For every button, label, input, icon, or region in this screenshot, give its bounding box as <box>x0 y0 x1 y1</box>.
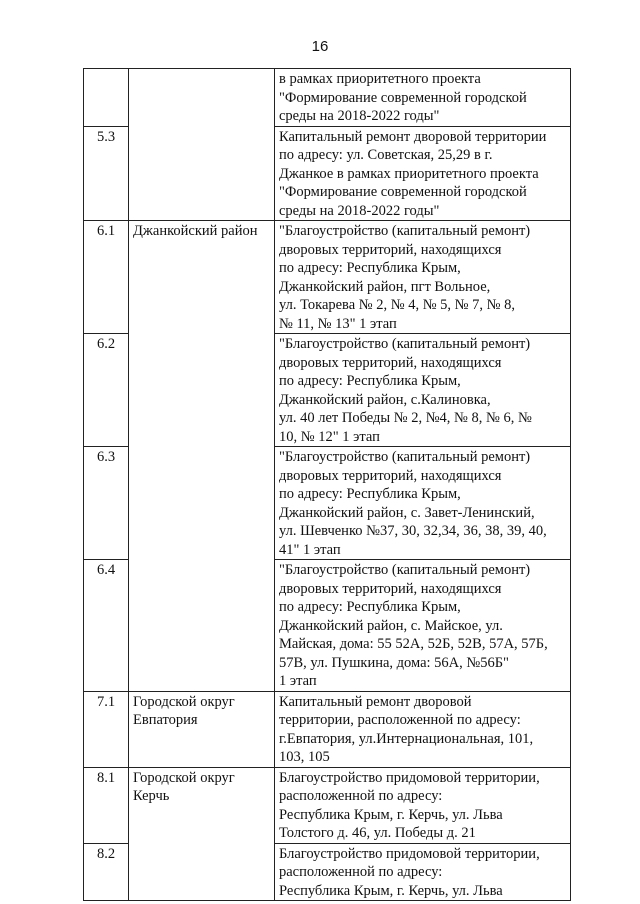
table-row <box>84 221 571 334</box>
row-number: 6.2 <box>84 334 129 447</box>
row-description: "Благоустройство (капитальный ремонт) дворовых территорий, находящихся по адресу: Республика Крым, Джанкойский район, пгт Вольное, ул. Токарева № 2, № 4, № 5, № 7, № 8, № 11, № 13" 1 этап <box>275 221 571 334</box>
municipality-cell: Городской округ Евпатория <box>129 691 275 767</box>
page-number: 16 <box>311 38 329 55</box>
row-description: Капитальный ремонт дворовой территории, расположенной по адресу: г.Евпатория, ул.Интернациональная, 101, 103, 105 <box>275 691 571 767</box>
row-number: 6.1 <box>84 221 129 334</box>
row-description: "Благоустройство (капитальный ремонт) дворовых территорий, находящихся по адресу: Республика Крым, Джанкойский район, с. Майское, ул. Майская, дома: 55 52А, 52Б, 52В, 57А, 57Б, 57В, ул. Пушкина, дома: 56А, №56Б" 1 этап <box>275 560 571 692</box>
municipality-cell: Городской округ Керчь <box>129 767 275 901</box>
row-number: 8.1 <box>84 767 129 843</box>
row-description: "Благоустройство (капитальный ремонт) дворовых территорий, находящихся по адресу: Республика Крым, Джанкойский район, с.Калиновка, ул. 40 лет Победы № 2, №4, № 8, № 6, № 10, № 12" 1 этап <box>275 334 571 447</box>
objects-table <box>83 68 571 901</box>
row-description: Благоустройство придомовой территории, расположенной по адресу: Республика Крым, г. Керчь, ул. Льва Толстого д. 46, ул. Победы д. 21 <box>275 767 571 843</box>
row-description: Капитальный ремонт дворовой территории по адресу: ул. Советская, 25,29 в г. Джанкое в рамках приоритетного проекта "Формирование современной городской среды на 2018-2022 годы" <box>275 126 571 221</box>
table-row <box>84 691 571 767</box>
row-description: в рамках приоритетного проекта "Формирование современной городской среды на 2018-2022 годы" <box>275 69 571 127</box>
municipality-cell: Джанкойский район <box>129 221 275 692</box>
row-description: Благоустройство придомовой территории, расположенной по адресу: Республика Крым, г. Керчь, ул. Льва <box>275 843 571 901</box>
row-number: 5.3 <box>84 126 129 221</box>
row-number: 6.4 <box>84 560 129 692</box>
row-number: 6.3 <box>84 447 129 560</box>
row-description: "Благоустройство (капитальный ремонт) дворовых территорий, находящихся по адресу: Республика Крым, Джанкойский район, с. Завет-Ленинский, ул. Шевченко №37, 30, 32,34, 36, 38, 39, 40, 41" 1 этап <box>275 447 571 560</box>
table-row <box>84 69 571 127</box>
row-number: 7.1 <box>84 691 129 767</box>
row-number <box>84 69 129 127</box>
table-row <box>84 767 571 843</box>
municipality-cell <box>129 69 275 221</box>
row-number: 8.2 <box>84 843 129 901</box>
